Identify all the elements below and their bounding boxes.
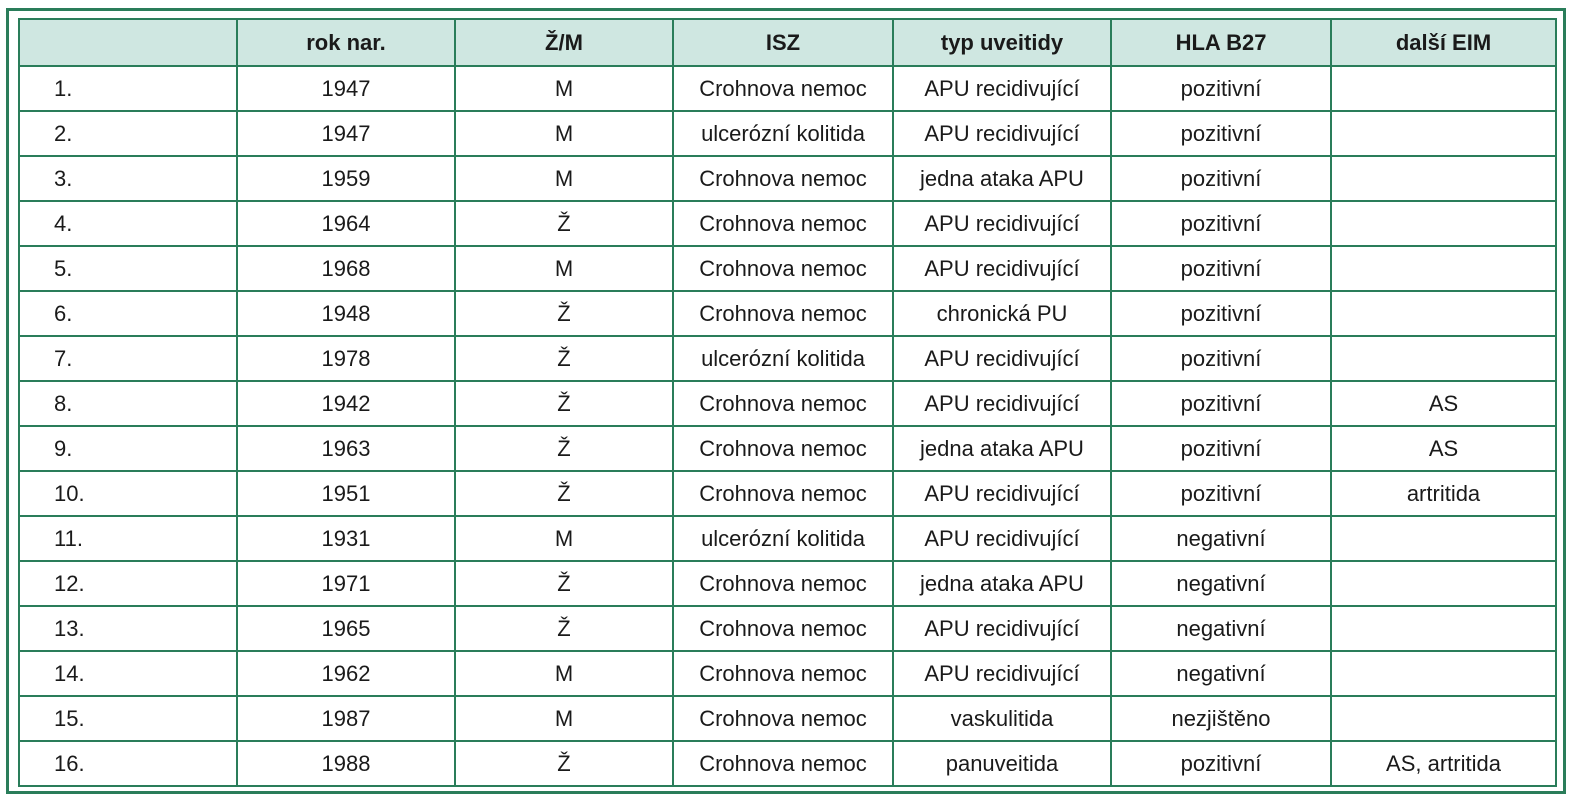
cell-birth-year: 1987	[237, 696, 455, 741]
cell-sex: Ž	[455, 471, 673, 516]
cell-isz: Crohnova nemoc	[673, 246, 893, 291]
cell-row-index: 3.	[19, 156, 237, 201]
cell-hla-b27: pozitivní	[1111, 66, 1331, 111]
table-row	[19, 111, 1556, 156]
cell-uveitis-type: jedna ataka APU	[893, 426, 1111, 471]
cell-hla-b27: pozitivní	[1111, 426, 1331, 471]
cell-row-index: 2.	[19, 111, 237, 156]
cell-birth-year: 1947	[237, 66, 455, 111]
cell-other-eim	[1331, 336, 1556, 381]
table-row	[19, 291, 1556, 336]
cell-birth-year: 1988	[237, 741, 455, 786]
cell-hla-b27: pozitivní	[1111, 471, 1331, 516]
cell-row-index: 5.	[19, 246, 237, 291]
header-sex: Ž/M	[455, 19, 673, 66]
cell-birth-year: 1948	[237, 291, 455, 336]
header-hla-b27: HLA B27	[1111, 19, 1331, 66]
cell-hla-b27: negativní	[1111, 561, 1331, 606]
header-other-eim: další EIM	[1331, 19, 1556, 66]
header-uveitis-type: typ uveitidy	[893, 19, 1111, 66]
cell-uveitis-type: APU recidivující	[893, 516, 1111, 561]
cell-row-index: 8.	[19, 381, 237, 426]
cell-hla-b27: negativní	[1111, 606, 1331, 651]
header-row	[19, 19, 1556, 66]
table-row	[19, 156, 1556, 201]
cell-sex: M	[455, 516, 673, 561]
header-isz: ISZ	[673, 19, 893, 66]
cell-birth-year: 1951	[237, 471, 455, 516]
cell-sex: M	[455, 66, 673, 111]
cell-uveitis-type: APU recidivující	[893, 246, 1111, 291]
cell-uveitis-type: chronická PU	[893, 291, 1111, 336]
cell-uveitis-type: APU recidivující	[893, 381, 1111, 426]
table-row	[19, 651, 1556, 696]
cell-row-index: 12.	[19, 561, 237, 606]
header-index	[19, 19, 237, 66]
table-row	[19, 426, 1556, 471]
cell-uveitis-type: APU recidivující	[893, 201, 1111, 246]
table-row	[19, 381, 1556, 426]
cell-birth-year: 1959	[237, 156, 455, 201]
patient-table	[18, 18, 1557, 787]
cell-isz: Crohnova nemoc	[673, 426, 893, 471]
cell-other-eim	[1331, 696, 1556, 741]
cell-isz: Crohnova nemoc	[673, 606, 893, 651]
cell-uveitis-type: APU recidivující	[893, 111, 1111, 156]
cell-uveitis-type: jedna ataka APU	[893, 156, 1111, 201]
cell-hla-b27: pozitivní	[1111, 246, 1331, 291]
cell-hla-b27: pozitivní	[1111, 381, 1331, 426]
cell-isz: Crohnova nemoc	[673, 291, 893, 336]
cell-row-index: 4.	[19, 201, 237, 246]
cell-sex: Ž	[455, 741, 673, 786]
cell-row-index: 11.	[19, 516, 237, 561]
cell-row-index: 7.	[19, 336, 237, 381]
cell-other-eim	[1331, 606, 1556, 651]
cell-row-index: 10.	[19, 471, 237, 516]
cell-hla-b27: pozitivní	[1111, 741, 1331, 786]
cell-isz: ulcerózní kolitida	[673, 336, 893, 381]
cell-other-eim	[1331, 156, 1556, 201]
cell-other-eim	[1331, 516, 1556, 561]
cell-other-eim: artritida	[1331, 471, 1556, 516]
cell-birth-year: 1971	[237, 561, 455, 606]
cell-hla-b27: pozitivní	[1111, 336, 1331, 381]
cell-isz: Crohnova nemoc	[673, 741, 893, 786]
table-row	[19, 561, 1556, 606]
cell-sex: Ž	[455, 336, 673, 381]
cell-birth-year: 1931	[237, 516, 455, 561]
table-row	[19, 606, 1556, 651]
cell-uveitis-type: panuveitida	[893, 741, 1111, 786]
cell-uveitis-type: APU recidivující	[893, 651, 1111, 696]
cell-birth-year: 1962	[237, 651, 455, 696]
cell-uveitis-type: APU recidivující	[893, 471, 1111, 516]
cell-row-index: 1.	[19, 66, 237, 111]
cell-hla-b27: pozitivní	[1111, 156, 1331, 201]
table-row	[19, 471, 1556, 516]
cell-isz: Crohnova nemoc	[673, 381, 893, 426]
cell-birth-year: 1965	[237, 606, 455, 651]
table-row	[19, 516, 1556, 561]
cell-hla-b27: pozitivní	[1111, 111, 1331, 156]
cell-birth-year: 1968	[237, 246, 455, 291]
cell-birth-year: 1947	[237, 111, 455, 156]
cell-row-index: 16.	[19, 741, 237, 786]
table-row	[19, 66, 1556, 111]
cell-isz: Crohnova nemoc	[673, 201, 893, 246]
table-row	[19, 741, 1556, 786]
cell-isz: ulcerózní kolitida	[673, 111, 893, 156]
cell-row-index: 15.	[19, 696, 237, 741]
cell-isz: Crohnova nemoc	[673, 696, 893, 741]
cell-isz: ulcerózní kolitida	[673, 516, 893, 561]
cell-birth-year: 1978	[237, 336, 455, 381]
cell-other-eim	[1331, 246, 1556, 291]
table-row	[19, 246, 1556, 291]
cell-uveitis-type: jedna ataka APU	[893, 561, 1111, 606]
cell-sex: M	[455, 111, 673, 156]
cell-other-eim	[1331, 651, 1556, 696]
cell-hla-b27: pozitivní	[1111, 201, 1331, 246]
cell-birth-year: 1964	[237, 201, 455, 246]
cell-other-eim	[1331, 66, 1556, 111]
cell-row-index: 13.	[19, 606, 237, 651]
cell-sex: M	[455, 696, 673, 741]
cell-other-eim	[1331, 561, 1556, 606]
cell-row-index: 6.	[19, 291, 237, 336]
cell-other-eim	[1331, 111, 1556, 156]
cell-uveitis-type: vaskulitida	[893, 696, 1111, 741]
cell-isz: Crohnova nemoc	[673, 651, 893, 696]
cell-birth-year: 1942	[237, 381, 455, 426]
cell-isz: Crohnova nemoc	[673, 561, 893, 606]
cell-hla-b27: negativní	[1111, 651, 1331, 696]
cell-hla-b27: negativní	[1111, 516, 1331, 561]
cell-sex: M	[455, 651, 673, 696]
header-birth-year: rok nar.	[237, 19, 455, 66]
cell-sex: Ž	[455, 561, 673, 606]
table-row	[19, 696, 1556, 741]
cell-hla-b27: pozitivní	[1111, 291, 1331, 336]
cell-other-eim	[1331, 291, 1556, 336]
cell-other-eim: AS	[1331, 426, 1556, 471]
cell-other-eim: AS, artritida	[1331, 741, 1556, 786]
cell-sex: M	[455, 156, 673, 201]
table-row	[19, 336, 1556, 381]
cell-uveitis-type: APU recidivující	[893, 66, 1111, 111]
table-row	[19, 201, 1556, 246]
cell-sex: Ž	[455, 201, 673, 246]
cell-sex: Ž	[455, 291, 673, 336]
cell-isz: Crohnova nemoc	[673, 156, 893, 201]
cell-sex: M	[455, 246, 673, 291]
cell-isz: Crohnova nemoc	[673, 471, 893, 516]
cell-other-eim	[1331, 201, 1556, 246]
cell-sex: Ž	[455, 426, 673, 471]
cell-row-index: 9.	[19, 426, 237, 471]
cell-hla-b27: nezjištěno	[1111, 696, 1331, 741]
cell-row-index: 14.	[19, 651, 237, 696]
cell-uveitis-type: APU recidivující	[893, 606, 1111, 651]
table-body	[19, 66, 1556, 786]
cell-uveitis-type: APU recidivující	[893, 336, 1111, 381]
table-frame	[6, 8, 1566, 794]
cell-sex: Ž	[455, 381, 673, 426]
cell-birth-year: 1963	[237, 426, 455, 471]
cell-isz: Crohnova nemoc	[673, 66, 893, 111]
cell-other-eim: AS	[1331, 381, 1556, 426]
cell-sex: Ž	[455, 606, 673, 651]
